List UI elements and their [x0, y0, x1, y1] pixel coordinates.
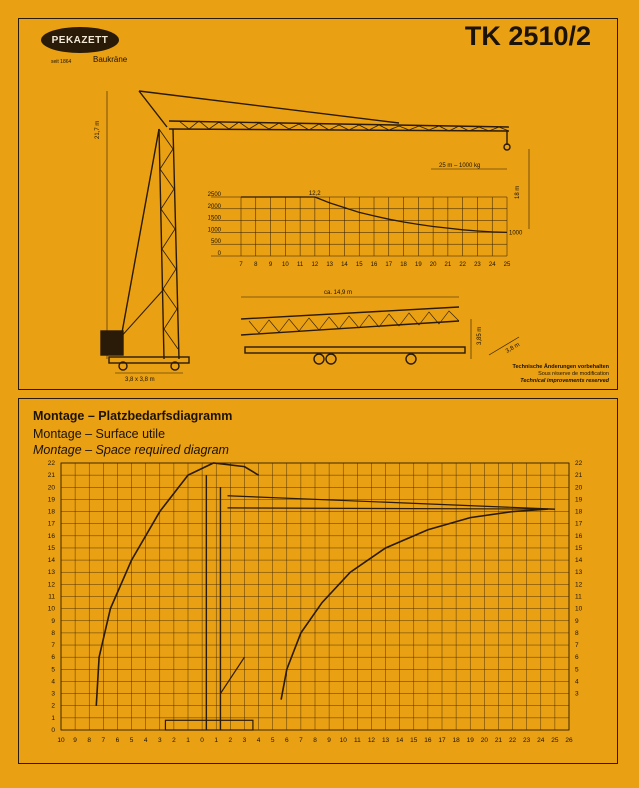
load-y-tick: 500 — [210, 239, 221, 246]
space-x-tick: 10 — [57, 737, 65, 744]
space-y-tick: 2 — [51, 702, 55, 710]
space-y-tick: 22 — [47, 460, 55, 467]
brand-subtitle: Baukräne — [93, 55, 128, 64]
space-y-tick-right: 6 — [575, 654, 579, 662]
space-x-tick: 5 — [270, 737, 275, 744]
transport-chassis — [245, 347, 465, 353]
space-x-tick: 9 — [73, 737, 77, 744]
load-x-tick: 19 — [414, 262, 422, 268]
space-y-tick: 20 — [47, 484, 55, 492]
space-x-tick: 7 — [101, 737, 106, 744]
load-peak-label: 12,2 — [308, 191, 321, 197]
jib-bottom-line — [228, 508, 555, 509]
load-x-tick: 7 — [239, 262, 243, 268]
space-y-tick-right: 9 — [575, 617, 579, 625]
hook-height-label: 18 m — [515, 185, 521, 199]
space-y-tick: 6 — [51, 654, 55, 662]
transport-width-label: 3,8 m — [505, 342, 522, 355]
space-y-tick: 11 — [48, 593, 55, 601]
space-x-tick: 3 — [157, 737, 162, 744]
space-y-tick-right: 15 — [575, 544, 583, 552]
brand-name: PEKAZETT — [51, 34, 109, 46]
space-y-tick-right: 16 — [575, 532, 583, 540]
space-y-tick-right: 3 — [575, 690, 579, 698]
space-y-tick-right: 13 — [575, 569, 583, 577]
space-y-tick: 5 — [51, 666, 55, 674]
load-y-tick: 1000 — [207, 227, 221, 234]
space-y-tick-right: 4 — [575, 678, 579, 686]
space-x-tick: 1 — [214, 737, 219, 744]
space-y-tick: 18 — [47, 508, 55, 516]
load-x-tick: 15 — [355, 262, 363, 268]
space-x-tick: 8 — [313, 737, 317, 744]
load-chart — [208, 191, 523, 268]
back-stay — [119, 129, 159, 349]
space-y-tick: 21 — [47, 472, 55, 480]
load-x-tick: 16 — [370, 262, 378, 268]
transport-wheel-1 — [314, 354, 324, 364]
technical-notes — [513, 364, 609, 385]
space-y-tick-right: 5 — [575, 666, 579, 674]
space-x-tick: 7 — [299, 737, 303, 744]
load-x-tick: 24 — [488, 262, 496, 268]
space-y-tick-right: 21 — [575, 472, 583, 480]
load-y-tick: 1500 — [207, 215, 221, 222]
space-y-tick: 12 — [47, 581, 55, 589]
space-x-tick: 6 — [115, 737, 120, 744]
space-x-tick: 16 — [424, 737, 432, 744]
space-x-tick: 11 — [353, 737, 361, 744]
space-x-tick: 17 — [438, 737, 446, 744]
note-fr: Sous réserve de modification — [538, 371, 609, 377]
tip-load-label: 25 m – 1000 kg — [439, 163, 481, 169]
counterweight-block — [101, 331, 123, 355]
space-x-tick: 13 — [381, 737, 390, 744]
space-y-tick-right: 14 — [575, 557, 583, 565]
jib-tie-rope — [139, 91, 399, 123]
load-x-tick: 14 — [341, 262, 348, 268]
load-x-tick: 9 — [268, 262, 273, 268]
load-x-tick: 8 — [254, 262, 258, 268]
space-y-tick-right: 18 — [575, 508, 583, 516]
load-y-tick: 2000 — [207, 203, 221, 210]
mast-right-chord — [173, 129, 179, 359]
transport-jib-bottom — [241, 321, 459, 335]
space-y-tick: 15 — [47, 544, 55, 552]
space-x-tick: 10 — [339, 737, 347, 744]
space-x-tick: 9 — [327, 737, 331, 744]
space-x-tick: 8 — [87, 737, 92, 744]
space-y-tick: 1 — [51, 714, 55, 722]
jib-top-line — [228, 496, 555, 509]
montage-title-de: Montage – Platzbedarfsdiagramm — [33, 409, 233, 423]
space-y-tick-right: 7 — [575, 642, 579, 650]
space-y-tick-right: 17 — [575, 520, 583, 528]
transport-wheel-3 — [406, 354, 416, 364]
load-y-tick: 2500 — [207, 192, 221, 198]
space-x-tick: 19 — [466, 737, 474, 744]
transport-wheel-2 — [326, 354, 336, 364]
space-y-tick: 7 — [51, 642, 55, 650]
load-y-tick: 0 — [217, 251, 221, 257]
space-y-tick-right: 20 — [575, 484, 583, 492]
transport-lacing — [249, 311, 459, 333]
load-x-tick: 13 — [326, 262, 334, 268]
crane-drawing — [19, 19, 616, 388]
space-x-tick: 5 — [129, 737, 134, 744]
note-en: Technical improvements reserved — [520, 378, 609, 384]
space-y-tick-right: 12 — [575, 581, 583, 589]
load-x-tick: 12 — [311, 262, 319, 268]
load-x-tick: 20 — [429, 262, 437, 268]
space-x-tick: 21 — [494, 737, 503, 744]
space-x-tick: 14 — [396, 737, 404, 744]
right-envelope-curve — [281, 509, 548, 700]
model-title: TK 2510/2 — [464, 21, 591, 51]
space-x-tick: 12 — [367, 737, 376, 744]
space-x-tick: 26 — [565, 737, 573, 744]
space-y-tick: 19 — [47, 496, 55, 504]
space-y-tick-right: 19 — [575, 496, 583, 504]
jib-bottom-chord — [169, 129, 509, 131]
space-y-tick: 10 — [47, 605, 55, 613]
space-y-tick: 16 — [47, 532, 55, 540]
space-y-tick-right: 8 — [575, 629, 579, 637]
space-y-tick: 8 — [51, 629, 55, 637]
load-x-tick: 18 — [400, 262, 407, 268]
note-de: Technische Änderungen vorbehalten — [512, 364, 609, 370]
load-x-tick: 11 — [296, 262, 304, 268]
space-y-tick: 13 — [47, 569, 55, 577]
load-x-tick: 22 — [459, 262, 467, 268]
space-x-tick: 2 — [172, 737, 176, 744]
space-y-tick-right: 11 — [575, 593, 582, 601]
space-diagram — [19, 399, 616, 762]
load-x-tick: 25 — [503, 262, 511, 268]
space-x-tick: 4 — [256, 737, 261, 744]
space-y-tick: 0 — [51, 727, 55, 734]
space-x-tick: 4 — [143, 737, 148, 744]
brand-since: seit 1864 — [51, 59, 72, 65]
space-y-tick: 3 — [51, 690, 55, 698]
space-y-tick: 17 — [47, 520, 55, 528]
space-y-tick-right: 22 — [575, 460, 583, 467]
montage-title-fr: Montage – Surface utile — [33, 427, 166, 441]
space-x-tick: 23 — [523, 737, 531, 744]
montage-panel — [18, 398, 618, 764]
space-x-tick: 24 — [537, 737, 545, 744]
load-x-tick: 17 — [385, 262, 393, 268]
space-y-tick: 9 — [51, 617, 55, 625]
load-x-tick: 23 — [474, 262, 481, 268]
load-end-label: 1000 — [509, 230, 523, 237]
space-x-tick: 15 — [410, 737, 418, 744]
load-x-tick: 21 — [444, 262, 452, 268]
space-x-tick: 6 — [284, 737, 289, 744]
space-mast-strut — [220, 657, 244, 693]
space-x-tick: 25 — [551, 737, 559, 744]
space-x-tick: 3 — [242, 737, 247, 744]
base-label: 3,8 x 3,8 m — [125, 377, 155, 383]
space-y-tick: 14 — [47, 557, 55, 565]
space-base — [165, 720, 252, 730]
montage-title-en: Montage – Space required diagram — [33, 443, 229, 457]
space-x-tick: 2 — [228, 737, 233, 744]
transport-length-label: ca. 14,9 m — [324, 290, 353, 296]
space-x-tick: 20 — [480, 737, 488, 744]
space-x-tick: 0 — [200, 737, 204, 744]
space-chart — [48, 460, 583, 744]
space-y-tick: 4 — [51, 678, 55, 686]
space-x-tick: 1 — [186, 737, 190, 744]
transport-height-label: 3,85 m — [477, 326, 483, 345]
crane-elevation-panel — [18, 18, 618, 390]
crane-height-label: 21,7 m — [95, 120, 101, 139]
mast-head-tie — [139, 91, 167, 127]
space-x-tick: 18 — [452, 737, 460, 744]
load-x-tick: 10 — [281, 262, 289, 268]
space-y-tick-right: 10 — [575, 605, 583, 613]
space-x-tick: 22 — [508, 737, 517, 744]
